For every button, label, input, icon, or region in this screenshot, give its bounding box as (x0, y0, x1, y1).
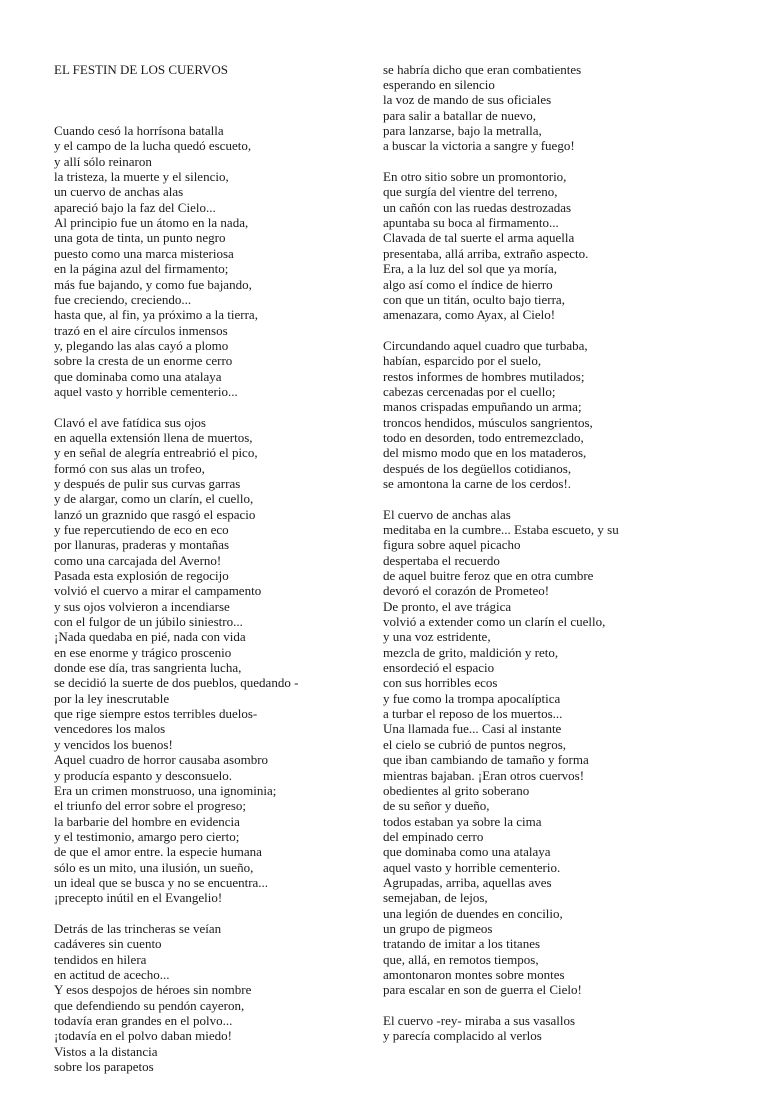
poem-line: restos informes de hombres mutilados; (383, 368, 585, 384)
poem-line: Y esos despojos de héroes sin nombre (54, 982, 252, 998)
poem-line: a turbar el reposo de los muertos... (383, 706, 563, 722)
poem-line: Vistos a la distancia (54, 1043, 158, 1059)
poem-line: donde ese día, tras sangrienta lucha, (54, 660, 242, 676)
poem-line: más fue bajando, y como fue bajando, (54, 276, 252, 292)
poem-line: que dominaba como una atalaya (383, 844, 551, 860)
poem-line: el cielo se cubrió de puntos negros, (383, 736, 567, 752)
stanza-break (383, 491, 763, 506)
poem-line: trazó en el aire círculos inmensos (54, 322, 228, 338)
poem-line: y parecía complacido al verlos (383, 1028, 542, 1044)
poem-line: después de los degüellos cotidianos, (383, 460, 572, 476)
poem-line: cabezas cercenadas por el cuello; (383, 383, 556, 399)
poem-line: ensordeció el espacio (383, 660, 495, 676)
poem-line: lanzó un graznido que rasgó el espacio (54, 506, 256, 522)
poem-line: y producía espanto y desconsuelo. (54, 767, 232, 783)
poem-line: ¡todavía en el polvo daban miedo! (54, 1028, 232, 1044)
poem-line: por la ley inescrutable (54, 690, 170, 706)
poem-line: presentaba, allá arriba, extraño aspecto. (383, 245, 589, 261)
stanza-break (54, 399, 372, 414)
poem-line: algo así como el índice de hierro (383, 276, 553, 292)
poem-line: y el testimonio, amargo pero cierto; (54, 828, 240, 844)
poem-line: cadáveres sin cuento (54, 936, 162, 952)
poem-line: y fue repercutiendo de eco en eco (54, 522, 229, 537)
right-column (383, 31, 763, 1074)
poem-line: se habría dicho que eran combatientes (383, 61, 582, 77)
poem-line: En otro sitio sobre un promontorio, (383, 169, 567, 185)
poem-line: el triunfo del error sobre el progreso; (54, 798, 247, 814)
stanza-break (383, 154, 763, 169)
stanza-break (383, 323, 763, 338)
poem-line: hasta que, al fin, ya próximo a la tierra, (54, 307, 258, 323)
poem-line: apareció bajo la faz del Cielo... (54, 199, 216, 215)
poem-line: mezcla de grito, maldición y reto, (383, 644, 559, 660)
poem-line: troncos hendidos, músculos sangrientos, (383, 414, 593, 430)
stanza-break (54, 906, 372, 921)
poem-line: despertaba el recuerdo (383, 552, 500, 568)
poem-line: Una llamada fue... Casi al instante (383, 721, 562, 737)
poem-line: devoró el corazón de Prometeo! (383, 583, 550, 599)
poem-line: Cuando cesó la horrísona batalla (54, 123, 224, 139)
poem-title: EL FESTIN DE LOS CUERVOS (54, 61, 228, 77)
poem-line: y de alargar, como un clarín, el cuello, (54, 491, 254, 507)
poem-line: para escalar en son de guerra el Cielo! (383, 982, 582, 998)
poem-line: amontonaron montes sobre montes (383, 966, 565, 982)
poem-line: sólo es un mito, una ilusión, un sueño, (54, 859, 254, 875)
poem-line: amenazara, como Ayax, al Cielo! (383, 307, 556, 323)
poem-line: y el campo de la lucha quedó escueto, (54, 138, 252, 154)
poem-line: Al principio fue un átomo en la nada, (54, 215, 249, 231)
poem-line: como una carcajada del Averno! (54, 552, 222, 568)
poem-line: tendidos en hilera (54, 951, 147, 967)
stanza-break (54, 108, 372, 123)
poem-line: y allí sólo reinaron (54, 153, 152, 169)
poem-line: formó con sus alas un trofeo, (54, 460, 205, 476)
poem-line: apuntaba su boca al firmamento... (383, 215, 559, 231)
poem-line: con que un titán, oculto bajo tierra, (383, 291, 565, 307)
poem-line: a buscar la victoria a sangre y fuego! (383, 138, 575, 154)
poem-line: Circundando aquel cuadro que turbaba, (383, 337, 588, 353)
poem-line: de su señor y dueño, (383, 798, 490, 814)
poem-line: que dominaba como una atalaya (54, 368, 222, 384)
poem-line: un grupo de pigmeos (383, 920, 493, 936)
stanza-break (383, 998, 763, 1013)
poem-line: todavía eran grandes en el polvo... (54, 1013, 233, 1028)
poem-line: y sus ojos volvieron a incendiarse (54, 598, 230, 614)
poem-line: que iban cambiando de tamaño y forma (383, 752, 589, 768)
poem-line: figura sobre aquel picacho (383, 537, 521, 553)
poem-line: todos estaban ya sobre la cima (383, 813, 542, 829)
poem-line: del mismo modo que en los mataderos, (383, 445, 587, 461)
left-column (54, 31, 372, 1105)
poem-line: todo en desorden, todo entremezclado, (383, 429, 584, 445)
poem-line: aquel vasto y horrible cementerio. (383, 859, 561, 875)
poem-line: un cañón con las ruedas destrozadas (383, 199, 572, 215)
poem-line: se amontona la carne de los cerdos!. (383, 475, 572, 491)
left-column-lines (54, 108, 372, 1075)
poem-line: en ese enorme y trágico proscenio (54, 644, 232, 660)
poem-line: y vencidos los buenos! (54, 736, 173, 752)
poem-line: fue creciendo, creciendo... (54, 291, 192, 307)
poem-line: meditaba en la cumbre... Estaba escueto, y su (383, 522, 619, 537)
poem-line: Detrás de las trincheras se veían (54, 920, 222, 936)
poem-line: en aquella extensión llena de muertos, (54, 429, 253, 445)
poem-line: del empinado cerro (383, 828, 484, 844)
poem-line: la voz de mando de sus oficiales (383, 92, 552, 108)
poem-line: esperando en silencio (383, 77, 495, 93)
poem-line: de aquel buitre feroz que en otra cumbre (383, 568, 594, 584)
poem-line: De pronto, el ave trágica (383, 598, 512, 614)
poem-line: tratando de imitar a los titanes (383, 936, 541, 952)
poem-line: Pasada esta explosión de regocijo (54, 568, 229, 584)
poem-line: El cuervo de anchas alas (383, 506, 511, 522)
poem-line: en la página azul del firmamento; (54, 261, 229, 277)
poem-line: ¡precepto inútil en el Evangelio! (54, 890, 223, 906)
poem-line: que surgía del vientre del terreno, (383, 184, 558, 200)
poem-line: ¡Nada quedaba en pié, nada con vida (54, 629, 246, 645)
poem-line: semejaban, de lejos, (383, 890, 488, 906)
poem-line: Agrupadas, arriba, aquellas aves (383, 874, 552, 890)
poem-line: la barbarie del hombre en evidencia (54, 813, 240, 829)
poem-line: una legión de duendes en concilio, (383, 905, 563, 921)
poem-line: mientras bajaban. ¡Eran otros cuervos! (383, 767, 585, 783)
poem-line: con sus horribles ecos (383, 675, 498, 691)
poem-line: y, plegando las alas cayó a plomo (54, 337, 229, 353)
poem-line: para salir a batallar de nuevo, (383, 107, 537, 123)
poem-line: y después de pulir sus curvas garras (54, 475, 241, 491)
poem-line: habían, esparcido por el suelo, (383, 353, 542, 369)
poem-line: con el fulgor de un júbilo siniestro... (54, 614, 243, 630)
poem-line: se decidió la suerte de dos pueblos, quedando - (54, 675, 299, 691)
poem-line: la tristeza, la muerte y el silencio, (54, 169, 229, 185)
poem-line: por llanuras, praderas y montañas (54, 537, 230, 553)
poem-line: que rige siempre estos terribles duelos- (54, 706, 258, 722)
poem-line: vencedores los malos (54, 721, 166, 737)
poem-line: Era un crimen monstruoso, una ignominia; (54, 782, 277, 798)
poem-line: una gota de tinta, un punto negro (54, 230, 226, 246)
poem-line: volvió el cuervo a mirar el campamento (54, 583, 262, 599)
poem-line: Clavada de tal suerte el arma aquella (383, 230, 575, 246)
poem-line: y una voz estridente, (383, 629, 491, 645)
right-column-lines (383, 62, 763, 1044)
poem-line: que, allá, en remotos tiempos, (383, 951, 539, 967)
poem-line: Clavó el ave fatídica sus ojos (54, 414, 206, 430)
poem-line: en actitud de acecho... (54, 966, 170, 982)
poem-line: y en señal de alegría entreabrió el pico, (54, 445, 258, 461)
poem-line: Aquel cuadro de horror causaba asombro (54, 752, 269, 768)
poem-line: un ideal que se busca y no se encuentra... (54, 874, 269, 890)
poem-line: puesto como una marca misteriosa (54, 245, 234, 261)
poem-line: un cuervo de anchas alas (54, 184, 184, 200)
poem-line: El cuervo -rey- miraba a sus vasallos (383, 1013, 576, 1028)
poem-line: obedientes al grito soberano (383, 782, 530, 798)
poem-line: aquel vasto y horrible cementerio... (54, 383, 238, 399)
poem-line: para lanzarse, bajo la metralla, (383, 123, 542, 139)
poem-line: que defendiendo su pendón cayeron, (54, 997, 245, 1013)
poem-line: y fue como la trompa apocalíptica (383, 690, 561, 706)
poem-line: sobre la cresta de un enorme cerro (54, 353, 233, 369)
poem-line: Era, a la luz del sol que ya moría, (383, 261, 557, 277)
poem-line: volvió a extender como un clarín el cuello, (383, 614, 606, 630)
poem-line: de que el amor entre. la especie humana (54, 844, 262, 860)
poem-line: manos crispadas empuñando un arma; (383, 399, 582, 415)
poem-line: sobre los parapetos (54, 1059, 154, 1075)
